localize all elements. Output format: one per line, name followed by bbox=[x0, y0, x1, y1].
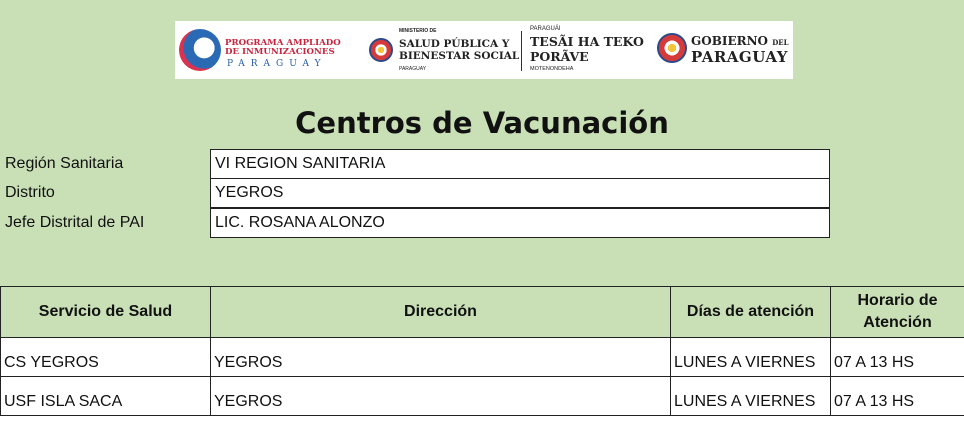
cell-service: USF ISLA SACA bbox=[1, 377, 211, 416]
pai-emblem-icon bbox=[179, 29, 221, 71]
info-value: LIC. ROSANA ALONZO bbox=[215, 214, 385, 231]
national-seal-icon bbox=[369, 38, 393, 62]
logo-banner bbox=[175, 21, 793, 79]
cell-address: YEGROS bbox=[211, 377, 671, 416]
page-title: Centros de Vacunación bbox=[295, 106, 669, 140]
info-label: Región Sanitaria bbox=[5, 155, 124, 172]
info-value: VI REGION SANITARIA bbox=[215, 155, 386, 172]
msp-logo-name: SALUD PÚBLICA Y BIENESTAR SOCIAL bbox=[399, 38, 520, 62]
pai-logo-country: PARAGUAY bbox=[227, 59, 327, 69]
column-header-service: Servicio de Salud bbox=[1, 287, 211, 338]
cell-hours: 07 A 13 HS bbox=[831, 377, 964, 416]
cell-address: YEGROS bbox=[211, 338, 671, 377]
info-row-chief bbox=[0, 208, 964, 238]
logo-divider bbox=[521, 31, 522, 71]
table-row bbox=[1, 338, 964, 377]
cell-days: LUNES A VIERNES bbox=[671, 377, 831, 416]
column-header-hours: Horario de Atención bbox=[831, 287, 964, 338]
tesai-logo bbox=[530, 21, 644, 79]
tesai-logo-foot: MOTENONDEHA bbox=[530, 66, 574, 72]
table-header-row bbox=[1, 287, 964, 338]
table-row bbox=[1, 377, 964, 416]
gobierno-logo bbox=[655, 21, 793, 79]
column-header-days: Días de atención bbox=[671, 287, 831, 338]
gobierno-logo-line1: GOBIERNO DEL bbox=[691, 34, 789, 48]
info-value: YEGROS bbox=[215, 184, 284, 201]
msp-logo-foot: PARAGUAY bbox=[399, 66, 427, 72]
info-label: Jefe Distrital de PAI bbox=[5, 214, 145, 231]
cell-hours: 07 A 13 HS bbox=[831, 338, 964, 377]
tesai-logo-small: PARAGUÁI bbox=[530, 26, 561, 32]
government-seal-icon bbox=[657, 33, 687, 63]
info-value-cell bbox=[210, 178, 830, 208]
msp-logo-small: MINISTERIO DE bbox=[399, 28, 437, 34]
info-label: Distrito bbox=[5, 184, 55, 201]
vaccination-centers-table bbox=[0, 286, 964, 416]
column-header-address: Dirección bbox=[211, 287, 671, 338]
info-value-cell bbox=[210, 149, 830, 179]
cell-days: LUNES A VIERNES bbox=[671, 338, 831, 377]
msp-logo bbox=[365, 21, 520, 79]
info-row-district bbox=[0, 178, 964, 208]
tesai-logo-name: TESÃI HA TEKO PORÃVE bbox=[530, 34, 644, 64]
pai-logo-name: PROGRAMA AMPLIADO DE INMUNIZACIONES bbox=[225, 38, 341, 57]
info-row-region bbox=[0, 149, 964, 179]
gobierno-logo-line2: PARAGUAY bbox=[691, 48, 788, 66]
cell-service: CS YEGROS bbox=[1, 338, 211, 377]
info-value-cell bbox=[210, 208, 830, 238]
pai-logo bbox=[175, 21, 350, 79]
